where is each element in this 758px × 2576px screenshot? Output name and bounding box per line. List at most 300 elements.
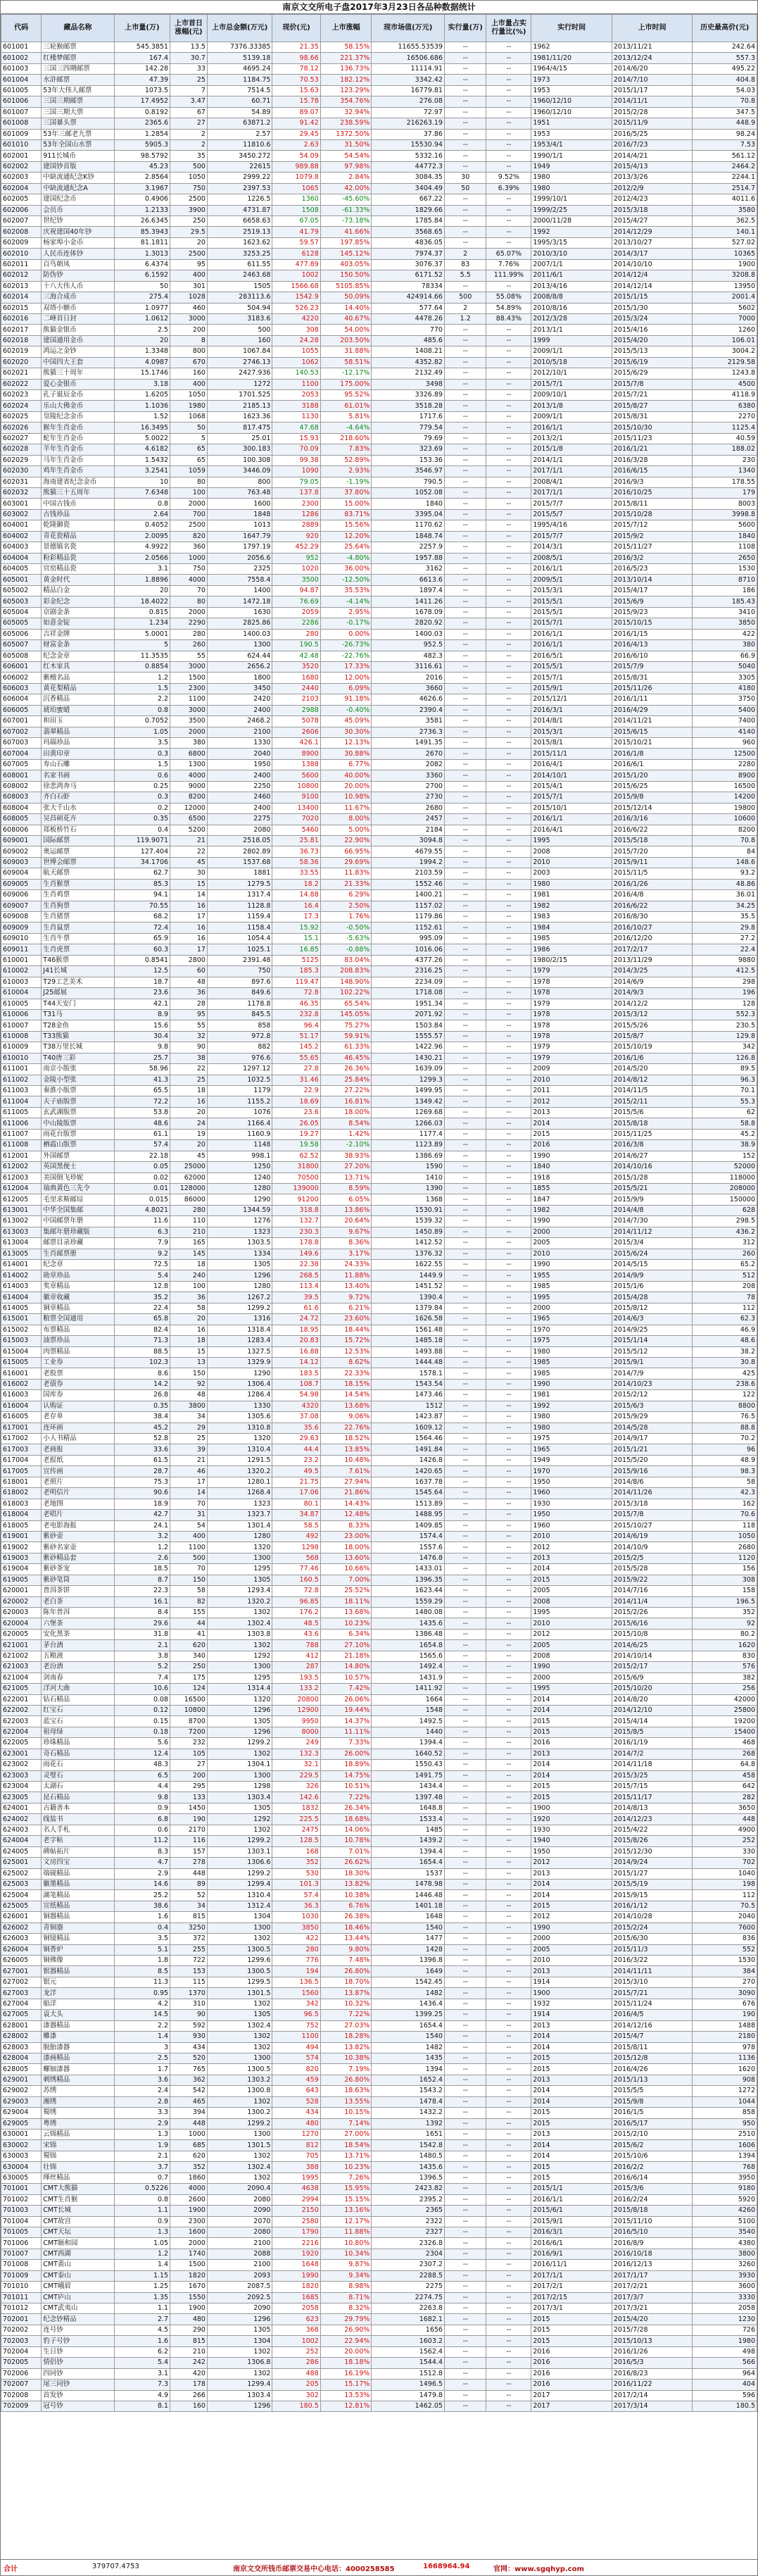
table-row — [1, 1412, 757, 1423]
cell-name: 栖霞山版票 — [42, 1140, 115, 1151]
table-row — [1, 249, 757, 259]
cell-listed-amount: 1025.1 — [207, 944, 272, 955]
cell-name: 911长城币 — [42, 151, 115, 161]
cell-market-value: 1430.21 — [372, 1053, 445, 1063]
col-header-market-value: 现市场值(万元) — [372, 15, 445, 42]
cell-ratio: -- — [486, 1760, 531, 1770]
cell-issue-date: 2014 — [531, 2086, 612, 2096]
cell-listed-amount: 2518.05 — [207, 835, 272, 846]
cell-listing-date: 2013/3/26 — [612, 173, 693, 183]
cell-market-value: 1545.64 — [372, 1488, 445, 1499]
cell-ratio: -- — [486, 1477, 531, 1487]
cell-issued-qty: -- — [444, 151, 486, 161]
cell-market-value: 3342.42 — [372, 75, 445, 85]
cell-high: 3580 — [693, 205, 757, 215]
cell-issued-qty: -- — [444, 2336, 486, 2346]
table-row — [1, 2108, 757, 2118]
cell-listing-date: 2015/2/24 — [612, 1922, 693, 1933]
cell-listed-amount: 1283.4 — [207, 1336, 272, 1346]
cell-price: 128.5 — [272, 1836, 320, 1846]
table-row — [1, 118, 757, 129]
cell-market-value: 1664 — [372, 1694, 445, 1705]
cell-price: 23.6 — [272, 1107, 320, 1118]
cell-issue-date: 1999/2/25 — [531, 205, 612, 215]
cell-listed-amount: 1299.2 — [207, 1868, 272, 1879]
cell-listed-qty: 2.9 — [114, 2118, 170, 2129]
cell-issue-date: 2015 — [531, 2053, 612, 2063]
cell-high: 152 — [693, 1151, 757, 1161]
cell-issued-qty: -- — [444, 2130, 486, 2140]
cell-issue-date: 2015 — [531, 2162, 612, 2172]
cell-code: 605006 — [1, 629, 42, 639]
cell-issue-date: 2000 — [531, 1934, 612, 1944]
cell-first-day: 670 — [170, 357, 208, 368]
cell-gain: 136.73% — [320, 63, 372, 74]
table-row — [1, 42, 757, 53]
cell-listed-qty: 127.404 — [114, 846, 170, 857]
table-row — [1, 1977, 757, 1987]
cell-high: 3850 — [693, 618, 757, 629]
cell-issued-qty: -- — [444, 1249, 486, 1259]
cell-name: 铜章精品 — [42, 1303, 115, 1313]
cell-ratio: -- — [486, 1966, 531, 1977]
cell-gain: 22.90% — [320, 835, 372, 846]
cell-code: 604003 — [1, 542, 42, 553]
cell-code: 613003 — [1, 1227, 42, 1237]
table-row — [1, 977, 757, 987]
cell-price: 194 — [272, 1966, 320, 1977]
cell-market-value: 1390 — [372, 1183, 445, 1194]
cell-ratio: -- — [486, 1803, 531, 1813]
cell-market-value: 1648 — [372, 1912, 445, 1922]
cell-issued-qty: -- — [444, 1379, 486, 1389]
cell-issued-qty: -- — [444, 955, 486, 965]
cell-issue-date: 1965 — [531, 1314, 612, 1325]
cell-gain: 197.85% — [320, 237, 372, 248]
cell-gain: 27.00% — [320, 2130, 372, 2140]
cell-issue-date: 1980 — [531, 1423, 612, 1433]
cell-price: 7020 — [272, 814, 320, 825]
cell-first-day: 45 — [170, 857, 208, 868]
cell-first-day: 750 — [170, 183, 208, 194]
table-row — [1, 2238, 757, 2249]
table-row — [1, 2172, 757, 2183]
cell-market-value: 1439.2 — [372, 1836, 445, 1846]
cell-listed-amount: 800 — [207, 477, 272, 487]
cell-high: 2510 — [693, 2130, 757, 2140]
cell-price: 302 — [272, 2390, 320, 2401]
cell-listed-amount: 7376.33385 — [207, 42, 272, 53]
cell-listed-qty: 1.15 — [114, 2270, 170, 2281]
cell-listed-qty: 2.2 — [114, 694, 170, 705]
cell-high: 118000 — [693, 1173, 757, 1183]
cell-listing-date: 2017/2/14 — [612, 2390, 693, 2401]
cell-name: 老照片 — [42, 1477, 115, 1487]
cell-listing-date: 2014/12/10 — [612, 1705, 693, 1715]
cell-code: 602019 — [1, 346, 42, 357]
cell-price: 57.4 — [272, 1890, 320, 1901]
cell-issued-qty: -- — [444, 1053, 486, 1063]
cell-gain: 238.59% — [320, 118, 372, 129]
cell-high: 425 — [693, 1368, 757, 1379]
cell-price: 286 — [272, 2358, 320, 2368]
cell-market-value: 1651 — [372, 2130, 445, 2140]
cell-listed-amount: 1298 — [207, 1782, 272, 1792]
cell-listed-qty: 30.4 — [114, 1031, 170, 1042]
cell-first-day: 1550 — [170, 2292, 208, 2303]
cell-listed-amount: 1299.2 — [207, 1738, 272, 1749]
cell-market-value: 1412.52 — [372, 1238, 445, 1249]
cell-listed-qty: 1.5432 — [114, 455, 170, 465]
cell-ratio: -- — [486, 1770, 531, 1781]
cell-listed-amount: 1306.6 — [207, 1858, 272, 1868]
cell-high: 2514.7 — [693, 183, 757, 194]
cell-listed-amount: 1267.2 — [207, 1292, 272, 1303]
cell-listed-qty: 12.4 — [114, 1749, 170, 1759]
cell-name: 金陵小型张 — [42, 1075, 115, 1085]
cell-market-value: 1539.32 — [372, 1216, 445, 1227]
cell-listed-amount: 1299.2 — [207, 1836, 272, 1846]
cell-price: 42.48 — [272, 651, 320, 661]
cell-name: 湘绣 — [42, 2096, 115, 2107]
cell-market-value: 1654.4 — [372, 1858, 445, 1868]
table-row — [1, 1694, 757, 1705]
cell-code: 606003 — [1, 683, 42, 694]
cell-gain: -4.80% — [320, 553, 372, 563]
cell-ratio: -- — [486, 955, 531, 965]
cell-issued-qty: -- — [444, 1020, 486, 1031]
cell-ratio: -- — [486, 1303, 531, 1313]
cell-issue-date: 2008 — [531, 1596, 612, 1607]
cell-first-day: 60 — [170, 966, 208, 977]
cell-first-day: 2000 — [170, 727, 208, 737]
cell-issue-date: 1975 — [531, 1434, 612, 1444]
cell-issue-date: 2010 — [531, 857, 612, 868]
cell-listing-date: 2013/10/27 — [612, 237, 693, 248]
cell-listed-amount: 1304.1 — [207, 1760, 272, 1770]
cell-listing-date: 2016/6/22 — [612, 901, 693, 911]
cell-first-day: 930 — [170, 2032, 208, 2042]
table-row — [1, 292, 757, 303]
cell-listed-amount: 1299.4 — [207, 1879, 272, 1889]
cell-code: 622002 — [1, 1705, 42, 1715]
cell-issued-qty: -- — [444, 1162, 486, 1173]
cell-high: 238.6 — [693, 1379, 757, 1389]
table-row — [1, 2401, 757, 2411]
table-row — [1, 1662, 757, 1672]
cell-ratio: -- — [486, 1672, 531, 1683]
table-row — [1, 564, 757, 575]
cell-price: 160.5 — [272, 1575, 320, 1585]
cell-gain: 18.52% — [320, 1434, 372, 1444]
cell-listing-date: 2017/3/21 — [612, 2303, 693, 2314]
cell-listed-qty: 42.7 — [114, 1510, 170, 1520]
cell-issued-qty: -- — [444, 433, 486, 444]
cell-high: 347.5 — [693, 107, 757, 118]
cell-ratio: -- — [486, 227, 531, 237]
cell-market-value: 1411.26 — [372, 596, 445, 607]
cell-first-day: 1370 — [170, 1988, 208, 1999]
cell-high: 458 — [693, 1770, 757, 1781]
cell-issue-date: 1979 — [531, 966, 612, 977]
cell-listed-amount: 60.71 — [207, 96, 272, 107]
cell-gain: 12.53% — [320, 1346, 372, 1357]
cell-code: 609010 — [1, 933, 42, 944]
cell-code: 616001 — [1, 1368, 42, 1379]
cell-name: 中山陵版票 — [42, 1118, 115, 1129]
cell-listed-amount: 2397.53 — [207, 183, 272, 194]
cell-listed-qty: 3.2 — [114, 1531, 170, 1542]
cell-gain: 18.30% — [320, 1868, 372, 1879]
cell-first-day: 15 — [170, 1346, 208, 1357]
cell-issue-date: 2012 — [531, 1096, 612, 1107]
cell-code: 608002 — [1, 781, 42, 792]
cell-first-day: 115 — [170, 1977, 208, 1987]
cell-gain: 13.60% — [320, 1553, 372, 1563]
cell-issued-qty: -- — [444, 1260, 486, 1270]
cell-first-day: 150 — [170, 1368, 208, 1379]
table-row — [1, 303, 757, 313]
cell-code: 605005 — [1, 618, 42, 629]
cell-listed-qty: 2.1 — [114, 1640, 170, 1651]
cell-first-day: 2500 — [170, 249, 208, 259]
cell-market-value: 1496.5 — [372, 2380, 445, 2390]
cell-ratio: -- — [486, 1934, 531, 1944]
table-row — [1, 1423, 757, 1433]
cell-ratio: -- — [486, 379, 531, 389]
cell-price: 318.8 — [272, 1205, 320, 1215]
cell-price: 96.4 — [272, 1020, 320, 1031]
cell-ratio: -- — [486, 2282, 531, 2292]
cell-listed-amount: 2825.86 — [207, 618, 272, 629]
cell-gain: 15.15% — [320, 2194, 372, 2205]
cell-issue-date: 1979 — [531, 1042, 612, 1053]
cell-listing-date: 2015/5/12 — [612, 1346, 693, 1357]
cell-price: 2058 — [272, 2303, 320, 2314]
cell-listed-amount: 1300.5 — [207, 1966, 272, 1977]
table-row — [1, 2227, 757, 2237]
cell-name: 油票珍品 — [42, 1336, 115, 1346]
cell-gain: 6.05% — [320, 1194, 372, 1205]
cell-listed-amount: 1797.19 — [207, 542, 272, 553]
cell-listed-qty: 5.6 — [114, 1738, 170, 1749]
cell-issue-date: 2017/2/1 — [531, 2282, 612, 2292]
cell-issue-date: 1995 — [531, 835, 612, 846]
cell-high: 140.1 — [693, 227, 757, 237]
cell-issue-date: 2016/6/1 — [531, 2238, 612, 2249]
cell-listed-qty: 98.5792 — [114, 151, 170, 161]
cell-gain: 403.05% — [320, 259, 372, 270]
cell-high: 5600 — [693, 520, 757, 531]
cell-ratio: -- — [486, 1531, 531, 1542]
cell-code: 602017 — [1, 325, 42, 335]
cell-first-day: 7200 — [170, 1727, 208, 1737]
cell-listing-date: 2014/11/12 — [612, 1227, 693, 1237]
cell-price: 176.2 — [272, 1608, 320, 1618]
cell-high: 7600 — [693, 1922, 757, 1933]
cell-high: 29.8 — [693, 923, 757, 933]
cell-issued-qty: -- — [444, 1314, 486, 1325]
cell-market-value: 2016 — [372, 673, 445, 683]
cell-issue-date: 2016/11/1 — [531, 2260, 612, 2270]
cell-issued-qty: -- — [444, 1227, 486, 1237]
cell-high: 964 — [693, 2368, 757, 2379]
cell-ratio: -- — [486, 2380, 531, 2390]
cell-listing-date: 2015/6/25 — [612, 781, 693, 792]
cell-first-day: 25 — [170, 75, 208, 85]
cell-price: 14.12 — [272, 1357, 320, 1368]
table-header-row — [1, 15, 757, 42]
cell-issue-date: 1980/2/15 — [531, 955, 612, 965]
cell-market-value: 1399.25 — [372, 2010, 445, 2020]
cell-name: 红木家具 — [42, 661, 115, 672]
cell-code: 602003 — [1, 173, 42, 183]
cell-listed-qty: 545.3851 — [114, 42, 170, 53]
cell-issue-date: 2009 — [531, 1064, 612, 1075]
cell-first-day: 18 — [170, 1260, 208, 1270]
cell-name: 认购证 — [42, 1401, 115, 1411]
table-row — [1, 161, 757, 172]
cell-issued-qty: -- — [444, 1423, 486, 1433]
cell-first-day: 815 — [170, 1912, 208, 1922]
cell-gain: 10.48% — [320, 1455, 372, 1465]
cell-first-day: 3250 — [170, 1922, 208, 1933]
cell-issue-date: 2014 — [531, 1564, 612, 1575]
cell-high: 8900 — [693, 770, 757, 781]
cell-first-day: 362 — [170, 2075, 208, 2085]
cell-listing-date: 2015/9/8 — [612, 792, 693, 803]
table-row — [1, 618, 757, 629]
cell-listed-qty: 50 — [114, 281, 170, 292]
cell-listing-date: 2016/11/22 — [612, 2380, 693, 2390]
cell-price: 14.88 — [272, 890, 320, 901]
cell-price: 18.69 — [272, 1096, 320, 1107]
cell-issued-qty: -- — [444, 2010, 486, 2020]
website-link[interactable]: 官网：www.sgqhyp.com — [493, 2565, 584, 2573]
cell-listing-date: 2015/10/19 — [612, 1042, 693, 1053]
cell-issued-qty: -- — [444, 1270, 486, 1281]
cell-issue-date: 2010 — [531, 1249, 612, 1259]
cell-listed-amount: 3183.6 — [207, 313, 272, 324]
cell-ratio: -- — [486, 803, 531, 813]
cell-issue-date: 2015/6/1 — [531, 2206, 612, 2216]
cell-market-value: 216263.19 — [372, 118, 445, 129]
cell-listed-amount: 1300 — [207, 1662, 272, 1672]
cell-listed-amount: 1317.4 — [207, 890, 272, 901]
cell-ratio: -- — [486, 673, 531, 683]
cell-ratio: -- — [486, 1684, 531, 1694]
cell-issued-qty: -- — [444, 1770, 486, 1781]
cell-name: 中缺流通纪念A — [42, 183, 115, 194]
cell-code: 702005 — [1, 2358, 42, 2368]
cell-gain: 6.21% — [320, 1303, 372, 1313]
cell-ratio: 7.76% — [486, 259, 531, 270]
cell-issue-date: 2005 — [531, 1640, 612, 1651]
cell-issued-qty: -- — [444, 988, 486, 999]
cell-issued-qty: -- — [444, 1618, 486, 1629]
cell-gain: 15.95% — [320, 2184, 372, 2194]
cell-ratio: -- — [486, 792, 531, 803]
cell-issued-qty: -- — [444, 2380, 486, 2390]
cell-name: 紫砂茶宠 — [42, 1564, 115, 1575]
cell-first-day: 18 — [170, 1336, 208, 1346]
cell-ratio: -- — [486, 1825, 531, 1835]
cell-listed-amount: 1301.4 — [207, 1520, 272, 1531]
table-row — [1, 531, 757, 542]
cell-first-day: 65 — [170, 455, 208, 465]
total-label: 合计 — [4, 2565, 18, 2573]
cell-listed-qty: 2.0095 — [114, 531, 170, 542]
cell-issued-qty: 83 — [444, 259, 486, 270]
cell-gain: 13.71% — [320, 1173, 372, 1183]
table-row — [1, 1205, 757, 1215]
cell-issued-qty: -- — [444, 1629, 486, 1639]
cell-issue-date: 2014 — [531, 2042, 612, 2053]
cell-issued-qty: -- — [444, 933, 486, 944]
cell-listed-amount: 1279.5 — [207, 879, 272, 889]
table-row — [1, 1770, 757, 1781]
cell-issued-qty: -- — [444, 694, 486, 705]
cell-listing-date: 2014/11/26 — [612, 1488, 693, 1499]
table-row — [1, 2390, 757, 2401]
cell-first-day: 3000 — [170, 705, 208, 715]
cell-high: 1120 — [693, 1553, 757, 1563]
cell-market-value: 424914.66 — [372, 292, 445, 303]
cell-name: 二峰首日封 — [42, 313, 115, 324]
cell-price: 21.35 — [272, 42, 320, 53]
cell-issued-qty: -- — [444, 357, 486, 368]
cell-code: 602015 — [1, 303, 42, 313]
cell-listed-qty: 1.5 — [114, 683, 170, 694]
cell-high: 162 — [693, 1499, 757, 1509]
cell-listed-qty: 65.8 — [114, 1314, 170, 1325]
cell-name: 剑南春 — [42, 1672, 115, 1683]
cell-gain: 8.32% — [320, 2303, 372, 2314]
cell-ratio: -- — [486, 2206, 531, 2216]
cell-listing-date: 2015/4/16 — [612, 325, 693, 335]
cell-first-day: 2 — [170, 139, 208, 150]
cell-name: 黄花梨精品 — [42, 683, 115, 694]
cell-gain: 8.59% — [320, 1183, 372, 1194]
cell-listed-amount: 1303.4 — [207, 2390, 272, 2401]
cell-name: 尾三同钞 — [42, 2380, 115, 2390]
cell-first-day: 200 — [170, 1770, 208, 1781]
cell-listing-date: 2015/2/5 — [612, 1553, 693, 1563]
cell-high: 3800 — [693, 2249, 757, 2259]
cell-name: 徽墨精品 — [42, 1879, 115, 1889]
cell-high: 566 — [693, 2358, 757, 2368]
cell-issue-date: 2016/3/1 — [531, 705, 612, 715]
cell-listed-qty: 0.3 — [114, 792, 170, 803]
cell-gain: 30.30% — [320, 727, 372, 737]
cell-price: 426.1 — [272, 738, 320, 749]
cell-market-value: 1052.08 — [372, 487, 445, 498]
cell-issue-date: 2016 — [531, 2358, 612, 2368]
cell-price: 20800 — [272, 1694, 320, 1705]
cell-market-value: 16779.81 — [372, 85, 445, 96]
cell-listing-date: 2015/11/23 — [612, 433, 693, 444]
cell-gain: 13.53% — [320, 2390, 372, 2401]
cell-gain: 83.71% — [320, 509, 372, 520]
cell-market-value: 1179.86 — [372, 912, 445, 923]
table-row — [1, 1836, 757, 1846]
cell-ratio: -- — [486, 42, 531, 53]
cell-code: 702008 — [1, 2390, 42, 2401]
cell-market-value: 2082 — [372, 759, 445, 770]
cell-name: 海南建省纪念金币 — [42, 477, 115, 487]
cell-listed-amount: 1306.4 — [207, 1379, 272, 1389]
cell-listed-qty: 0.6 — [114, 770, 170, 781]
